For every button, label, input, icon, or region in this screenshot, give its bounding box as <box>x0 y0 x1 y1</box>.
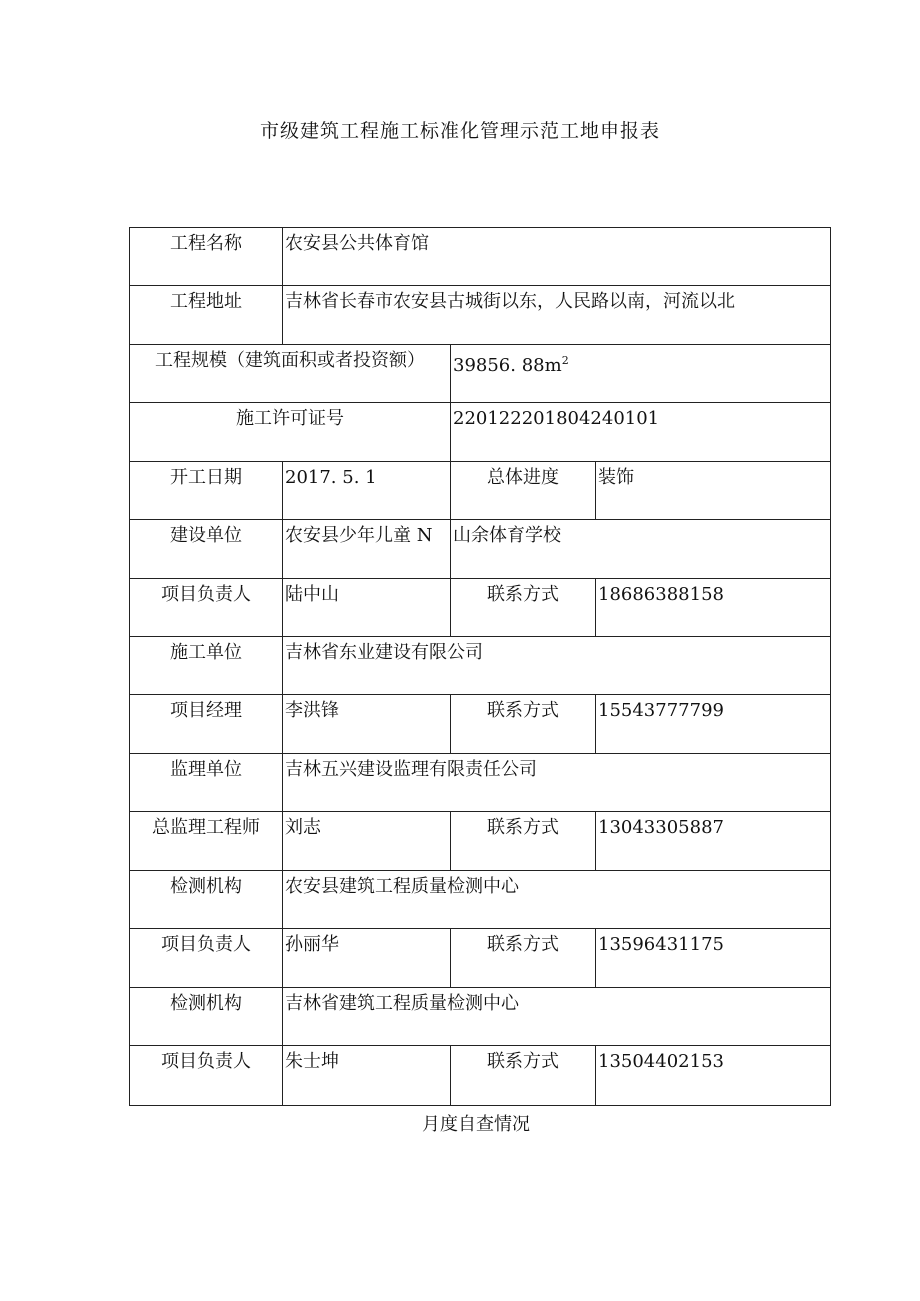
value-chief-supervisor: 刘志 <box>283 812 451 871</box>
label-supervisor: 监理单位 <box>130 754 283 812</box>
value-builder-unit-b: 山余体育学校 <box>451 520 830 579</box>
value-project-scale <box>451 345 830 403</box>
label-start-date: 开工日期 <box>130 462 283 520</box>
label-testing-agency-2: 检测机构 <box>130 988 283 1046</box>
label-overall-progress: 总体进度 <box>451 462 596 520</box>
value-testing-contact-1: 13596431175 <box>596 929 830 988</box>
value-project-address: 吉林省长春市农安县古城街以东，人民路以南，河流以北 <box>283 286 830 345</box>
value-testing-agency-1: 农安县建筑工程质量检测中心 <box>283 871 830 929</box>
label-testing-contact-1: 联系方式 <box>451 929 596 988</box>
label-builder-contact: 联系方式 <box>451 579 596 637</box>
value-builder-lead: 陆中山 <box>283 579 451 637</box>
label-permit-number: 施工许可证号 <box>130 403 451 462</box>
value-contractor: 吉林省东业建设有限公司 <box>283 637 830 695</box>
value-testing-lead-2: 朱士坤 <box>283 1046 451 1105</box>
label-contractor: 施工单位 <box>130 637 283 695</box>
value-supervisor: 吉林五兴建设监理有限责任公司 <box>283 754 830 812</box>
monthly-self-check-heading: 月度自查情况 <box>422 1114 530 1135</box>
label-project-manager: 项目经理 <box>130 695 283 754</box>
label-builder-unit: 建设单位 <box>130 520 283 579</box>
application-table <box>129 227 831 1106</box>
label-project-scale: 工程规模（建筑面积或者投资额） <box>130 345 451 403</box>
value-builder-unit-a: 农安县少年儿童 N <box>283 520 451 579</box>
label-testing-lead-2: 项目负责人 <box>130 1046 283 1105</box>
value-testing-lead-1: 孙丽华 <box>283 929 451 988</box>
label-testing-lead-1: 项目负责人 <box>130 929 283 988</box>
value-builder-contact: 18686388158 <box>596 579 830 637</box>
value-chief-contact: 13043305887 <box>596 812 830 871</box>
value-testing-agency-2: 吉林省建筑工程质量检测中心 <box>283 988 830 1046</box>
label-testing-contact-2: 联系方式 <box>451 1046 596 1105</box>
label-chief-supervisor: 总监理工程师 <box>130 812 283 871</box>
value-start-date: 2017. 5. 1 <box>283 462 451 520</box>
value-project-name: 农安县公共体育馆 <box>283 228 830 286</box>
label-project-name: 工程名称 <box>130 228 283 286</box>
value-testing-contact-2: 13504402153 <box>598 1051 724 1072</box>
page-title: 市级建筑工程施工标准化管理示范工地申报表 <box>259 120 660 142</box>
value-manager-contact: 15543777799 <box>596 695 830 754</box>
value-overall-progress: 装饰 <box>596 462 830 520</box>
value-project-manager: 李洪锋 <box>283 695 451 754</box>
label-builder-lead: 项目负责人 <box>130 579 283 637</box>
label-testing-agency-1: 检测机构 <box>130 871 283 929</box>
value-permit-number: 220122201804240101 <box>451 403 830 462</box>
label-chief-contact: 联系方式 <box>451 812 596 871</box>
scale-unit-sup: 2 <box>561 354 569 367</box>
scale-value: 39856. 88m <box>453 355 562 376</box>
label-project-address: 工程地址 <box>130 286 283 345</box>
label-manager-contact: 联系方式 <box>451 695 596 754</box>
